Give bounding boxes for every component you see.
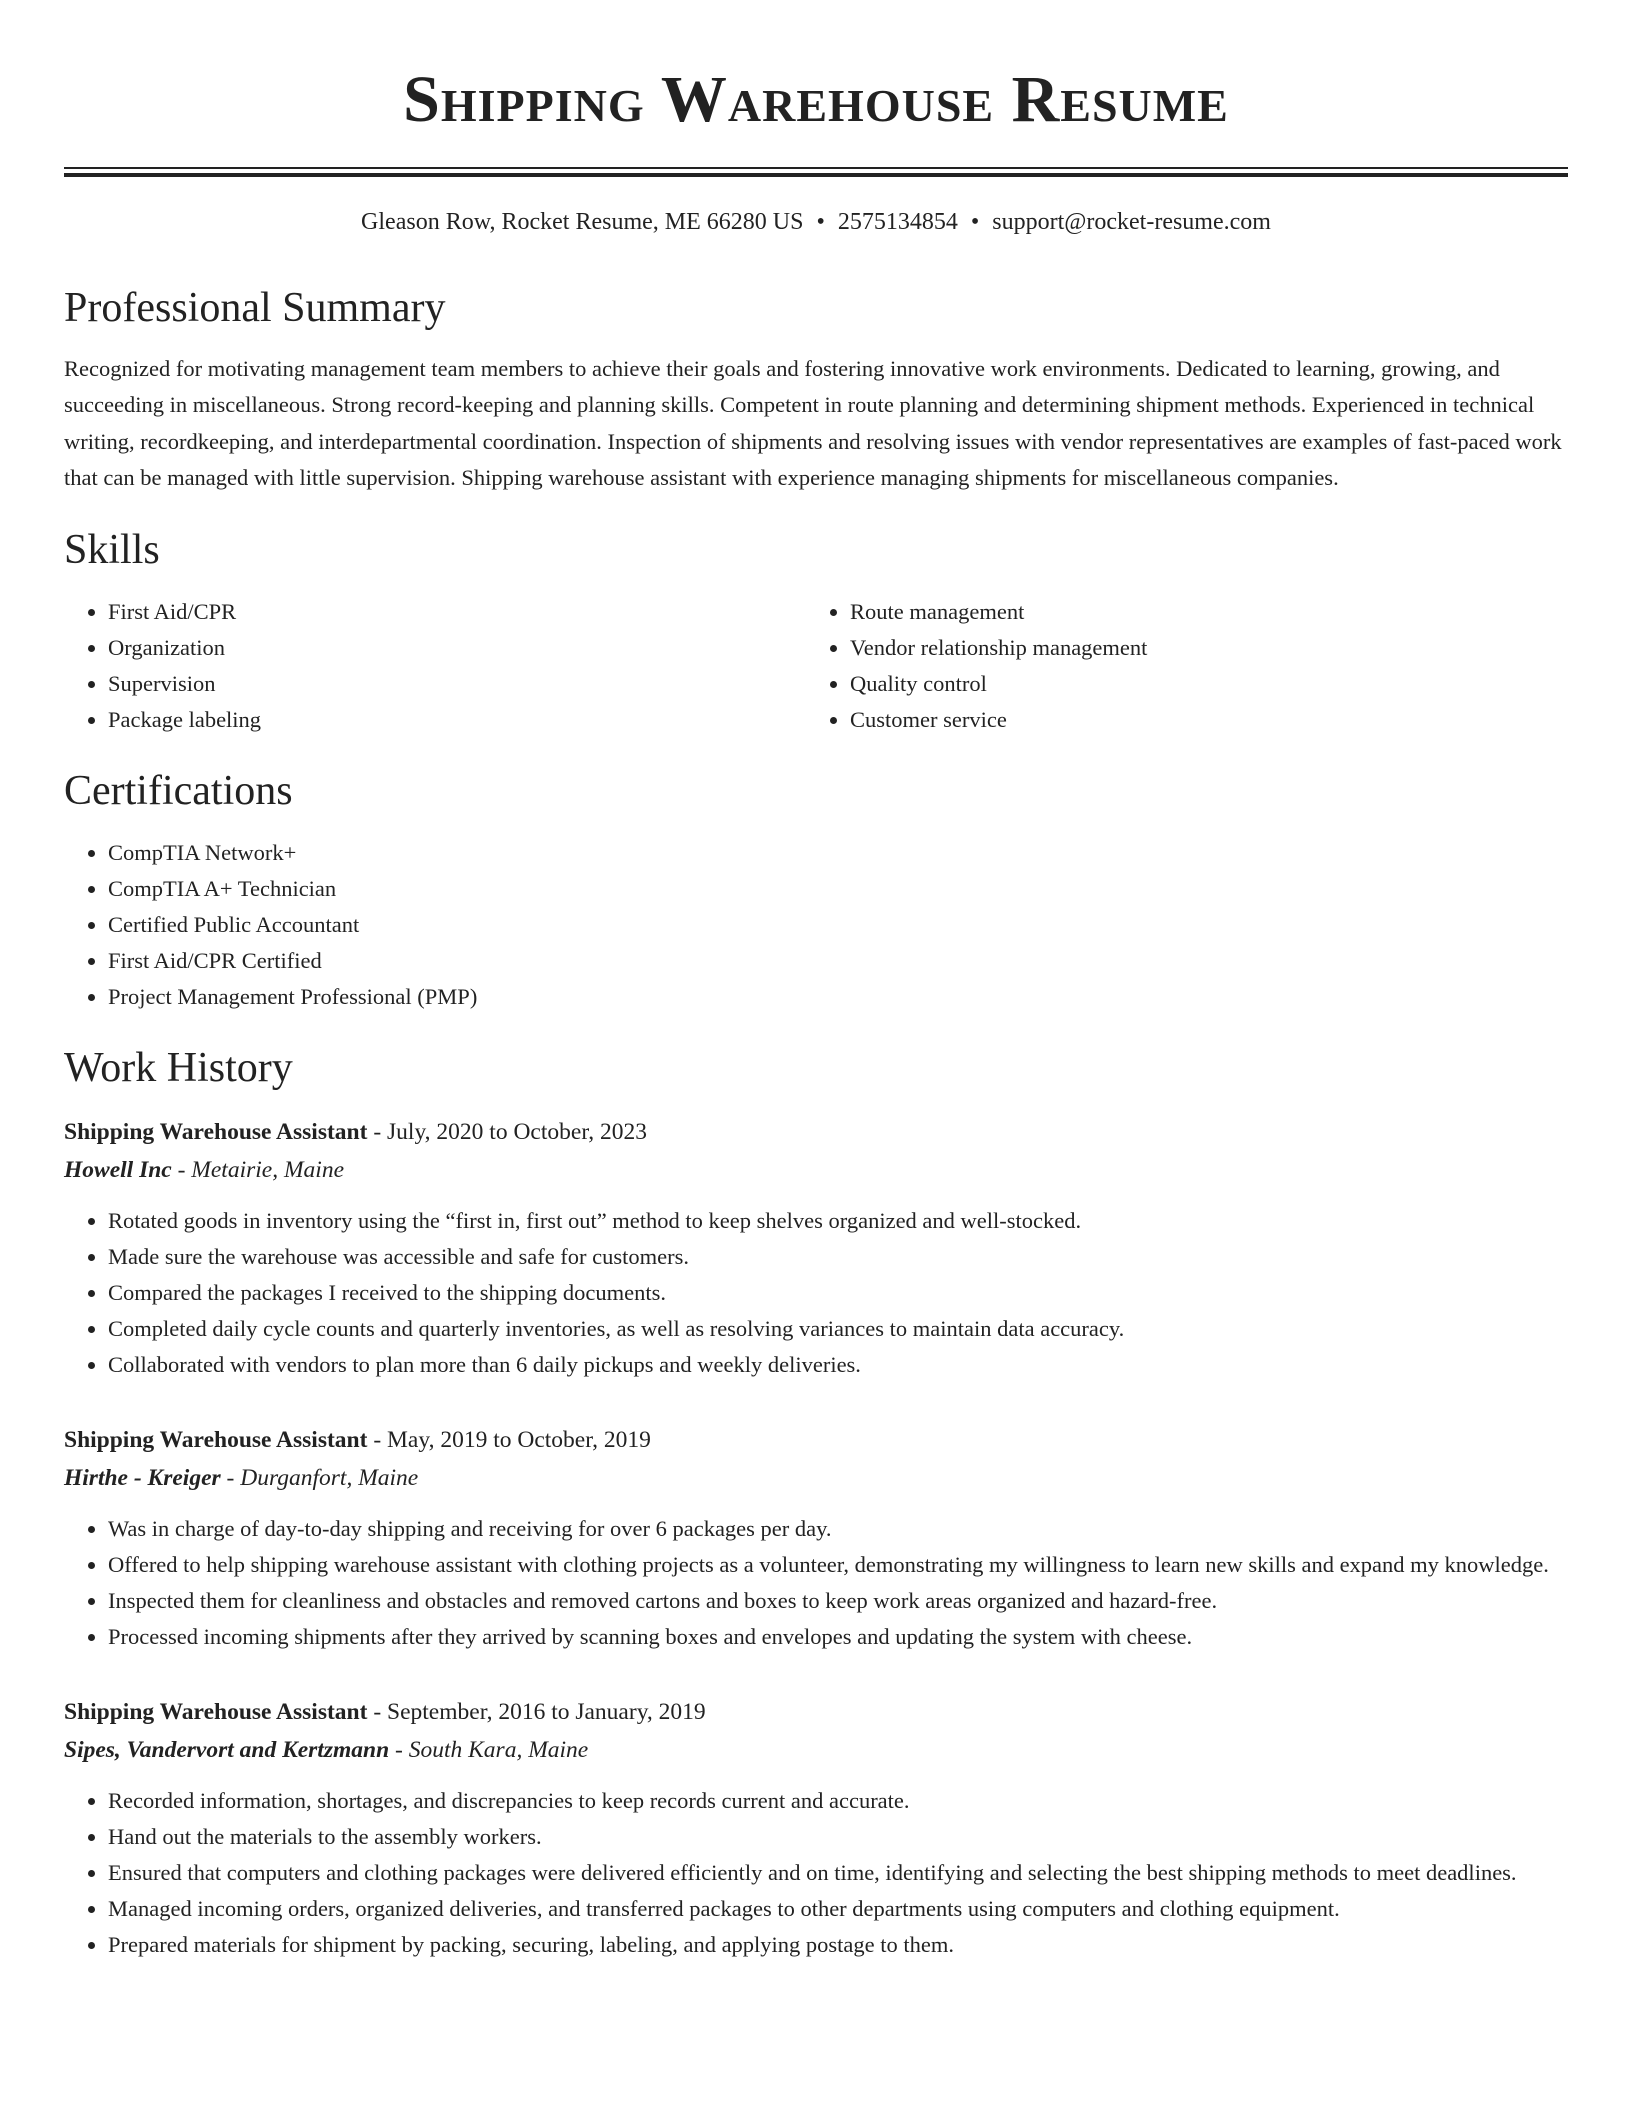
job-title-line	[64, 1113, 1568, 1151]
job-bullet: • Inspected them for cleanliness and obstacles and removed cartons and boxes to keep work areas organized and hazard-free.	[108, 1583, 1568, 1619]
skill-item: • Route management	[850, 594, 1548, 630]
job-entry	[64, 1421, 1568, 1655]
job-title: Shipping Warehouse Assistant	[64, 1118, 368, 1145]
skill-item: • Package labeling	[108, 702, 806, 738]
job-company-line	[64, 1459, 1568, 1497]
job-location: - Durganfort, Maine	[220, 1464, 419, 1491]
job-bullet: • Managed incoming orders, organized deliveries, and transferred packages to other departments using computers and clothing equipment.	[108, 1891, 1568, 1927]
job-bullet: • Compared the packages I received to the shipping documents.	[108, 1275, 1568, 1311]
skills-heading: Skills	[64, 526, 160, 573]
job-dates: - September, 2016 to January, 2019	[367, 1698, 706, 1725]
work-history-section	[64, 1043, 1568, 1962]
job-bullet: • Rotated goods in inventory using the “first in, first out” method to keep shelves organized and well-stocked.	[108, 1203, 1568, 1239]
skills-section	[64, 525, 1568, 738]
job-bullet: • Ensured that computers and clothing packages were delivered efficiently and on time, identifying and selecting the best shipping methods to meet deadlines.	[108, 1855, 1568, 1891]
skill-item: • Customer service	[850, 702, 1548, 738]
job-bullets	[64, 1203, 1568, 1383]
job-company: Sipes, Vandervort and Kertzmann	[64, 1736, 390, 1763]
job-bullet: • Offered to help shipping warehouse assistant with clothing projects as a volunteer, demonstrating my willingness to learn new skills and expand my knowledge.	[108, 1547, 1568, 1583]
certification-item: • CompTIA A+ Technician	[108, 871, 1568, 907]
skills-list-right	[806, 594, 1548, 738]
job-dates: - July, 2020 to October, 2023	[367, 1118, 647, 1145]
contact-email: support@rocket-resume.com	[992, 209, 1271, 235]
skill-item: • Supervision	[108, 666, 806, 702]
skills-grid	[64, 594, 1568, 738]
job-entry	[64, 1693, 1568, 1963]
job-dates: - May, 2019 to October, 2019	[367, 1426, 651, 1453]
job-location: - Metairie, Maine	[171, 1156, 344, 1183]
job-title: Shipping Warehouse Assistant	[64, 1698, 368, 1725]
job-title-line	[64, 1693, 1568, 1731]
job-bullets	[64, 1511, 1568, 1655]
job-company-line	[64, 1731, 1568, 1769]
title-divider	[64, 167, 1568, 177]
summary-section	[64, 283, 1568, 496]
skills-column-left	[64, 594, 806, 738]
job-bullet: • Prepared materials for shipment by packing, securing, labeling, and applying postage to them.	[108, 1927, 1568, 1963]
job-company: Howell Inc	[64, 1156, 172, 1183]
job-bullet: • Made sure the warehouse was accessible and safe for customers.	[108, 1239, 1568, 1275]
skills-column-right	[806, 594, 1548, 738]
job-bullet: • Was in charge of day-to-day shipping and receiving for over 6 packages per day.	[108, 1511, 1568, 1547]
job-title: Shipping Warehouse Assistant	[64, 1426, 368, 1453]
job-bullet: • Recorded information, shortages, and discrepancies to keep records current and accurate.	[108, 1783, 1568, 1819]
job-company-line	[64, 1151, 1568, 1189]
contact-separator: •	[970, 209, 980, 235]
resume-title: Shipping Warehouse Resume	[403, 63, 1229, 136]
job-entry	[64, 1113, 1568, 1383]
summary-heading: Professional Summary	[64, 285, 446, 332]
job-company: Hirthe - Kreiger	[64, 1464, 221, 1491]
contact-phone: 2575134854	[837, 209, 958, 235]
certifications-section	[64, 766, 1568, 1015]
skill-item: • Quality control	[850, 666, 1548, 702]
skills-list-left	[64, 594, 806, 738]
summary-text: Recognized for motivating management team members to achieve their goals and fostering innovative work environments. Dedicated to learning, growing, and succeeding in miscellaneous. Strong record-keeping and planning skills. Competent in route planning and determining shipment methods. Experienced in technical writing, recordkeeping, and interdepartmental coordination. Inspection of shipments and resolving issues with vendor representatives are examples of fast-paced work that can be managed with little supervision. Shipping warehouse assistant with experience managing shipments for miscellaneous companies.	[64, 355, 1562, 491]
job-bullet: • Completed daily cycle counts and quarterly inventories, as well as resolving variances to maintain data accuracy.	[108, 1311, 1568, 1347]
contact-separator: •	[816, 209, 825, 235]
certification-item: • First Aid/CPR Certified	[108, 943, 1568, 979]
skill-item: • Vendor relationship management	[850, 630, 1548, 666]
certification-item: • CompTIA Network+	[108, 835, 1568, 871]
job-bullet: • Processed incoming shipments after they arrived by scanning boxes and envelopes and updating the system with cheese.	[108, 1619, 1568, 1655]
skill-item: • First Aid/CPR	[108, 594, 806, 630]
certifications-heading: Certifications	[64, 767, 293, 814]
work-history-heading: Work History	[64, 1045, 293, 1092]
certifications-list	[64, 835, 1568, 1015]
job-bullet: • Collaborated with vendors to plan more than 6 daily pickups and weekly deliveries.	[108, 1347, 1568, 1383]
contact-line	[64, 207, 1568, 238]
job-title-line	[64, 1421, 1568, 1459]
certification-item: • Certified Public Accountant	[108, 907, 1568, 943]
contact-address: Gleason Row, Rocket Resume, ME 66280 US	[361, 209, 804, 235]
job-location: - South Kara, Maine	[389, 1736, 589, 1763]
skill-item: • Organization	[108, 630, 806, 666]
job-bullets	[64, 1783, 1568, 1963]
job-bullet: • Hand out the materials to the assembly workers.	[108, 1819, 1568, 1855]
certification-item: • Project Management Professional (PMP)	[108, 979, 1568, 1015]
